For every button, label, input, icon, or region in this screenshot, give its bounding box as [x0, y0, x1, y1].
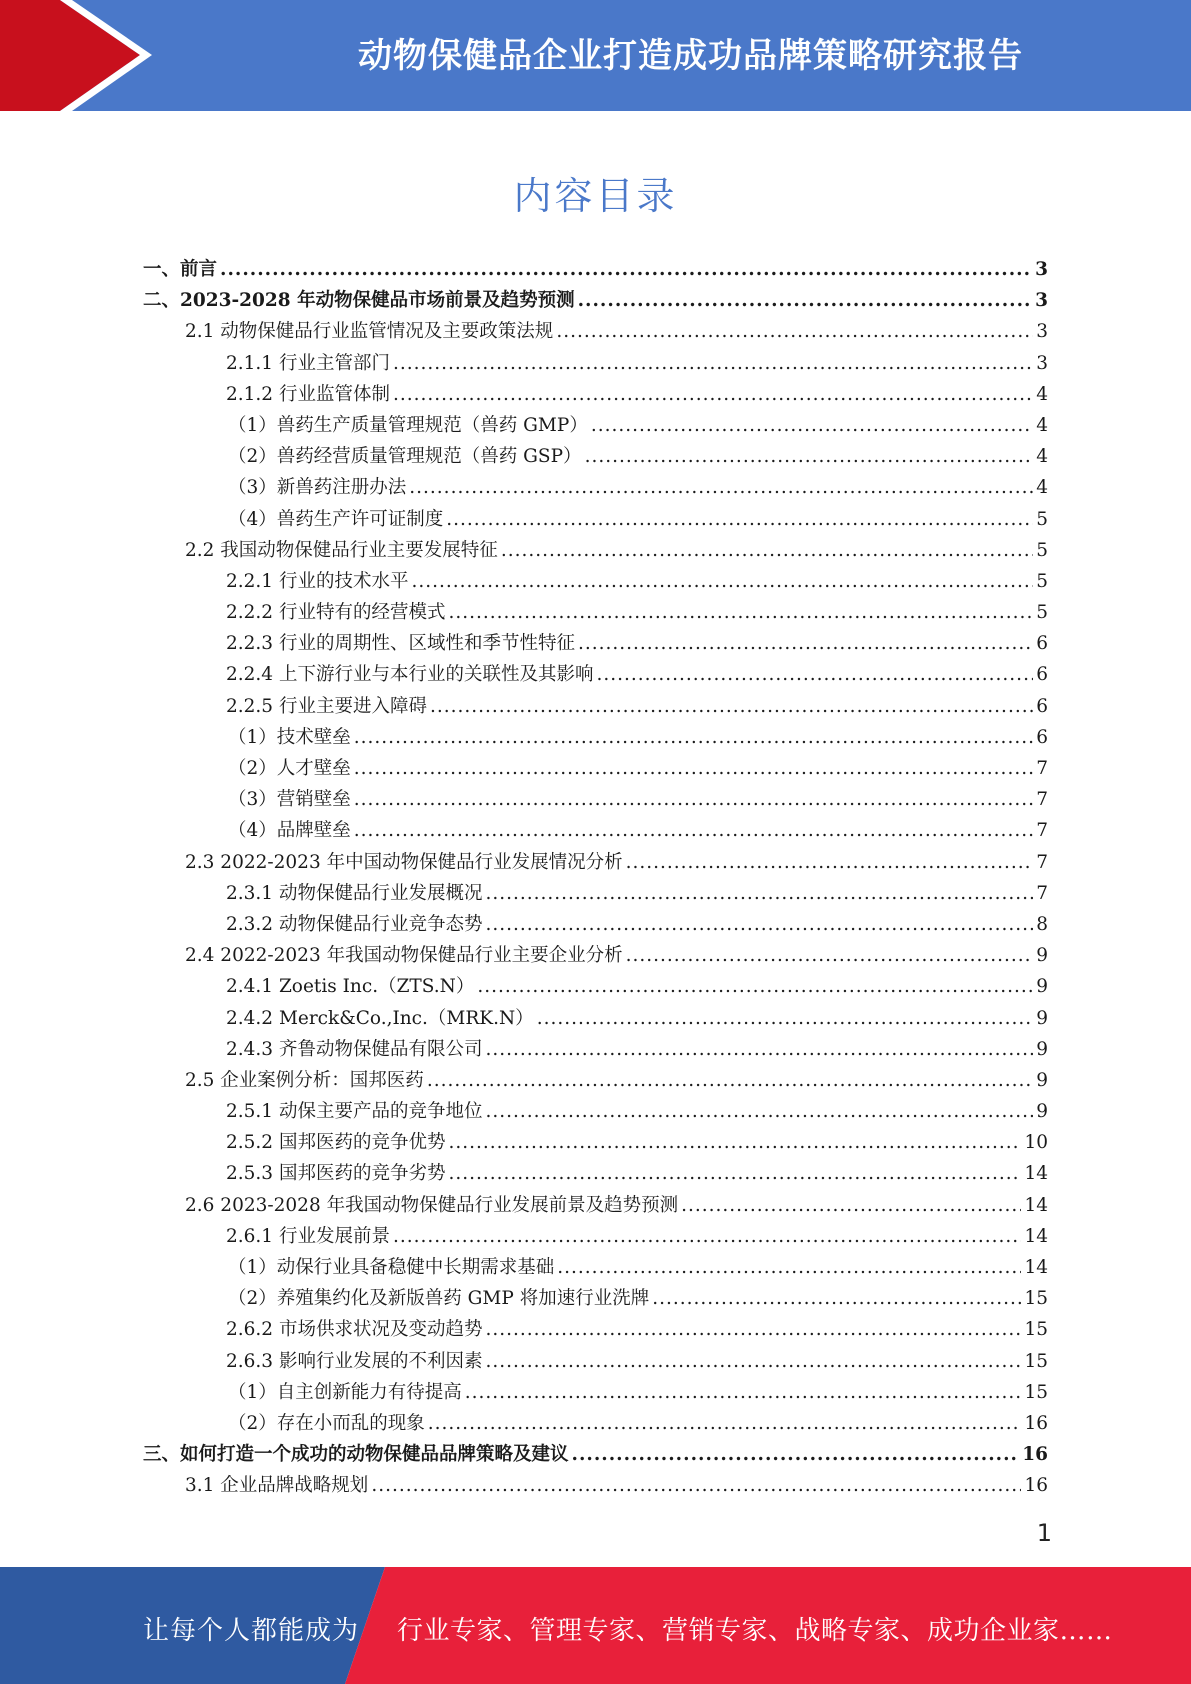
toc-dot-leader: [537, 1003, 1034, 1034]
toc-entry-page: 8: [1036, 913, 1048, 935]
toc-dot-leader: [448, 1158, 1021, 1189]
toc-entry-label: 3.1 企业品牌战略规划: [185, 1475, 369, 1497]
toc-entry[interactable]: [143, 285, 1048, 316]
footer-slogan-right: 行业专家、管理专家、营销专家、战略专家、成功企业家……: [397, 1616, 1113, 1646]
toc-entry-label: 2.3.1 动物保健品行业发展概况: [226, 882, 483, 904]
toc-entry-label: 2.6 2023-2028 年我国动物保健品行业发展前景及趋势预测: [185, 1194, 679, 1216]
toc-entry-label: 2.3 2022-2023 年中国动物保健品行业发展情况分析: [185, 851, 623, 873]
toc-entry-page: 3: [1035, 259, 1048, 280]
toc-dot-leader: [411, 566, 1033, 597]
toc-entry-page: 14: [1024, 1163, 1048, 1185]
toc-dot-leader: [465, 1377, 1022, 1408]
toc-entry[interactable]: [143, 1283, 1048, 1314]
toc-entry-label: 2.4.2 Merck&Co.,Inc.（MRK.N）: [226, 1007, 534, 1029]
toc-entry-page: 5: [1036, 508, 1048, 530]
toc-dot-leader: [485, 1096, 1033, 1127]
toc-entry-label: 2.4.1 Zoetis Inc.（ZTS.N）: [226, 976, 475, 998]
toc-entry-label: （1）兽药生产质量管理规范（兽药 GMP）: [228, 414, 588, 436]
toc-entry[interactable]: [143, 566, 1048, 597]
toc-entry[interactable]: [143, 1346, 1048, 1377]
toc-entry[interactable]: [143, 535, 1048, 566]
toc-dot-leader: [485, 1346, 1021, 1377]
toc-entry-label: 2.2.4 上下游行业与本行业的关联性及其影响: [226, 664, 594, 686]
toc-entry[interactable]: [143, 1377, 1048, 1408]
toc-entry-label: （4）品牌壁垒: [228, 820, 351, 842]
toc-entry-label: （2）人才壁垒: [228, 758, 351, 779]
toc-entry-page: 9: [1036, 1007, 1048, 1029]
toc-entry-label: 2.2.5 行业主要进入障碍: [226, 695, 427, 717]
toc-entry-label: 2.3.2 动物保健品行业竞争态势: [226, 913, 483, 935]
toc-entry-page: 4: [1036, 414, 1048, 436]
toc-dot-leader: [485, 1034, 1033, 1065]
toc-entry-label: 2.2.3 行业的周期性、区域性和季节性特征: [226, 633, 575, 655]
toc-entry[interactable]: [143, 1221, 1048, 1252]
toc-dot-leader: [556, 316, 1033, 347]
toc-entry-label: 三、如何打造一个成功的动物保健品品牌策略及建议: [143, 1444, 569, 1466]
toc-entry-page: 4: [1036, 477, 1048, 499]
toc-entry[interactable]: [143, 691, 1048, 722]
toc-entry-page: 15: [1024, 1319, 1048, 1341]
toc-dot-leader: [428, 1408, 1022, 1439]
toc-entry-page: 6: [1036, 726, 1048, 748]
toc-dot-leader: [485, 1314, 1021, 1345]
toc-entry[interactable]: [143, 1096, 1048, 1127]
toc-entry-page: 6: [1036, 633, 1048, 655]
toc-dot-leader: [446, 504, 1033, 535]
toc-entry-label: 一、前言: [143, 259, 218, 280]
toc-dot-leader: [596, 659, 1033, 690]
toc-dot-leader: [371, 1470, 1021, 1501]
report-title: 动物保健品企业打造成功品牌策略研究报告: [358, 36, 1023, 76]
toc-entry-page: 15: [1024, 1350, 1048, 1372]
toc-entry-label: 2.2.1 行业的技术水平: [226, 570, 409, 592]
table-of-contents: [143, 254, 1048, 1502]
toc-dot-leader: [393, 348, 1033, 379]
toc-entry-page: 3: [1035, 290, 1048, 312]
toc-entry-page: 6: [1036, 695, 1048, 717]
toc-dot-leader: [409, 472, 1033, 503]
toc-entry-label: （2）存在小而乱的现象: [228, 1412, 425, 1434]
toc-entry-page: 3: [1036, 352, 1048, 374]
toc-entry[interactable]: [143, 1252, 1048, 1283]
toc-entry-page: 4: [1036, 446, 1048, 468]
toc-entry-label: 2.4.3 齐鲁动物保健品有限公司: [226, 1038, 483, 1060]
toc-entry-label: 2.5.2 国邦医药的竞争优势: [226, 1132, 446, 1154]
toc-dot-leader: [393, 379, 1033, 410]
toc-entry-label: 2.6.3 影响行业发展的不利因素: [226, 1350, 483, 1372]
toc-entry-page: 7: [1036, 820, 1048, 842]
toc-dot-leader: [448, 1127, 1021, 1158]
toc-entry-page: 5: [1036, 539, 1048, 561]
toc-entry-page: 5: [1036, 602, 1048, 624]
toc-entry[interactable]: [143, 597, 1048, 628]
toc-entry-label: 2.2.2 行业特有的经营模式: [226, 602, 446, 624]
toc-dot-leader: [393, 1221, 1021, 1252]
toc-entry[interactable]: [143, 971, 1048, 1002]
toc-dot-leader: [626, 940, 1034, 971]
toc-entry-label: 2.4 2022-2023 年我国动物保健品行业主要企业分析: [185, 945, 623, 967]
toc-entry-page: 9: [1036, 976, 1048, 998]
toc-entry-page: 15: [1024, 1288, 1048, 1310]
toc-dot-leader: [681, 1190, 1021, 1221]
toc-entry[interactable]: [143, 1034, 1048, 1065]
toc-dot-leader: [220, 254, 1032, 285]
toc-entry-page: 7: [1036, 851, 1048, 873]
toc-entry-label: 2.6.1 行业发展前景: [226, 1225, 390, 1247]
toc-dot-leader: [448, 597, 1033, 628]
toc-entry-page: 15: [1024, 1381, 1048, 1403]
page-number: 1: [1036, 1519, 1052, 1547]
toc-entry-label: （1）动保行业具备稳健中长期需求基础: [228, 1257, 555, 1278]
toc-entry-label: 2.5 企业案例分析：国邦医药: [185, 1069, 424, 1091]
toc-heading: 内容目录: [513, 174, 678, 218]
toc-entry[interactable]: [143, 1314, 1048, 1345]
toc-dot-leader: [427, 1065, 1033, 1096]
toc-entry-page: 10: [1024, 1132, 1048, 1154]
toc-entry[interactable]: [143, 628, 1048, 659]
toc-entry[interactable]: [143, 878, 1048, 909]
toc-entry-page: 9: [1036, 945, 1048, 967]
toc-entry[interactable]: [143, 316, 1048, 347]
toc-entry[interactable]: [143, 847, 1048, 878]
toc-entry-label: 2.5.1 动保主要产品的竞争地位: [226, 1101, 483, 1123]
toc-entry[interactable]: [143, 1127, 1048, 1158]
toc-entry-page: 9: [1036, 1101, 1048, 1123]
toc-entry[interactable]: [143, 909, 1048, 940]
toc-entry-label: （2）养殖集约化及新版兽药 GMP 将加速行业洗牌: [228, 1288, 650, 1310]
toc-entry[interactable]: [143, 784, 1048, 815]
footer-slogan-left: 让每个人都能成为: [143, 1616, 360, 1646]
toc-dot-leader: [501, 535, 1033, 566]
toc-entry-page: 16: [1024, 1475, 1048, 1497]
toc-entry[interactable]: [143, 1439, 1048, 1470]
toc-entry[interactable]: [143, 1190, 1048, 1221]
toc-entry-page: 14: [1024, 1194, 1048, 1216]
header-banner: [0, 0, 1191, 111]
toc-entry-page: 14: [1024, 1225, 1048, 1247]
toc-dot-leader: [485, 878, 1033, 909]
toc-entry[interactable]: [143, 254, 1048, 285]
toc-entry[interactable]: [143, 815, 1048, 846]
toc-entry-label: （3）新兽药注册办法: [228, 477, 407, 499]
toc-entry-page: 9: [1036, 1069, 1048, 1091]
toc-entry-page: 5: [1036, 570, 1048, 592]
toc-entry[interactable]: [143, 1065, 1048, 1096]
toc-entry-label: 2.6.2 市场供求状况及变动趋势: [226, 1319, 483, 1341]
toc-entry-label: 2.2 我国动物保健品行业主要发展特征: [185, 539, 498, 561]
toc-entry[interactable]: [143, 441, 1048, 472]
toc-entry[interactable]: [143, 1003, 1048, 1034]
toc-entry-page: 4: [1036, 383, 1048, 405]
toc-dot-leader: [354, 815, 1033, 846]
toc-dot-leader: [354, 753, 1033, 784]
toc-dot-leader: [578, 628, 1033, 659]
toc-entry-label: 2.1.2 行业监管体制: [226, 383, 390, 405]
toc-dot-leader: [626, 847, 1034, 878]
toc-dot-leader: [557, 1252, 1021, 1283]
toc-entry[interactable]: [143, 722, 1048, 753]
toc-dot-leader: [578, 285, 1033, 316]
toc-entry-label: （1）自主创新能力有待提高: [228, 1381, 462, 1403]
toc-entry-page: 9: [1036, 1038, 1048, 1060]
toc-dot-leader: [485, 909, 1033, 940]
toc-dot-leader: [585, 441, 1034, 472]
toc-entry[interactable]: [143, 504, 1048, 535]
toc-entry[interactable]: [143, 1408, 1048, 1439]
toc-entry-label: 二、2023-2028 年动物保健品市场前景及趋势预测: [143, 290, 575, 312]
toc-entry-label: （3）营销壁垒: [228, 789, 351, 811]
toc-entry[interactable]: [143, 1158, 1048, 1189]
toc-dot-leader: [354, 784, 1033, 815]
footer-banner: [0, 1567, 1191, 1684]
toc-entry-label: 2.1.1 行业主管部门: [226, 352, 390, 374]
toc-dot-leader: [652, 1283, 1021, 1314]
toc-entry-page: 3: [1036, 321, 1048, 343]
toc-entry-page: 7: [1036, 789, 1048, 811]
toc-entry-label: （1）技术壁垒: [228, 726, 351, 748]
toc-dot-leader: [572, 1439, 1020, 1470]
toc-entry[interactable]: [143, 410, 1048, 441]
toc-entry-page: 7: [1036, 758, 1048, 779]
toc-entry[interactable]: [143, 940, 1048, 971]
toc-entry[interactable]: [143, 348, 1048, 379]
toc-entry[interactable]: [143, 379, 1048, 410]
toc-entry[interactable]: [143, 659, 1048, 690]
toc-entry[interactable]: [143, 472, 1048, 503]
toc-entry[interactable]: [143, 1470, 1048, 1501]
toc-entry-page: 16: [1022, 1444, 1048, 1466]
toc-entry-label: 2.1 动物保健品行业监管情况及主要政策法规: [185, 321, 554, 343]
toc-entry-page: 7: [1036, 882, 1048, 904]
toc-dot-leader: [477, 971, 1033, 1002]
toc-dot-leader: [430, 691, 1033, 722]
toc-dot-leader: [591, 410, 1033, 441]
toc-entry-label: （2）兽药经营质量管理规范（兽药 GSP）: [228, 446, 582, 468]
toc-entry-page: 14: [1024, 1257, 1048, 1278]
toc-entry-label: （4）兽药生产许可证制度: [228, 508, 444, 530]
toc-entry-label: 2.5.3 国邦医药的竞争劣势: [226, 1163, 446, 1185]
toc-entry[interactable]: [143, 753, 1048, 784]
toc-entry-page: 16: [1024, 1412, 1048, 1434]
toc-entry-page: 6: [1036, 664, 1048, 686]
toc-dot-leader: [354, 722, 1033, 753]
